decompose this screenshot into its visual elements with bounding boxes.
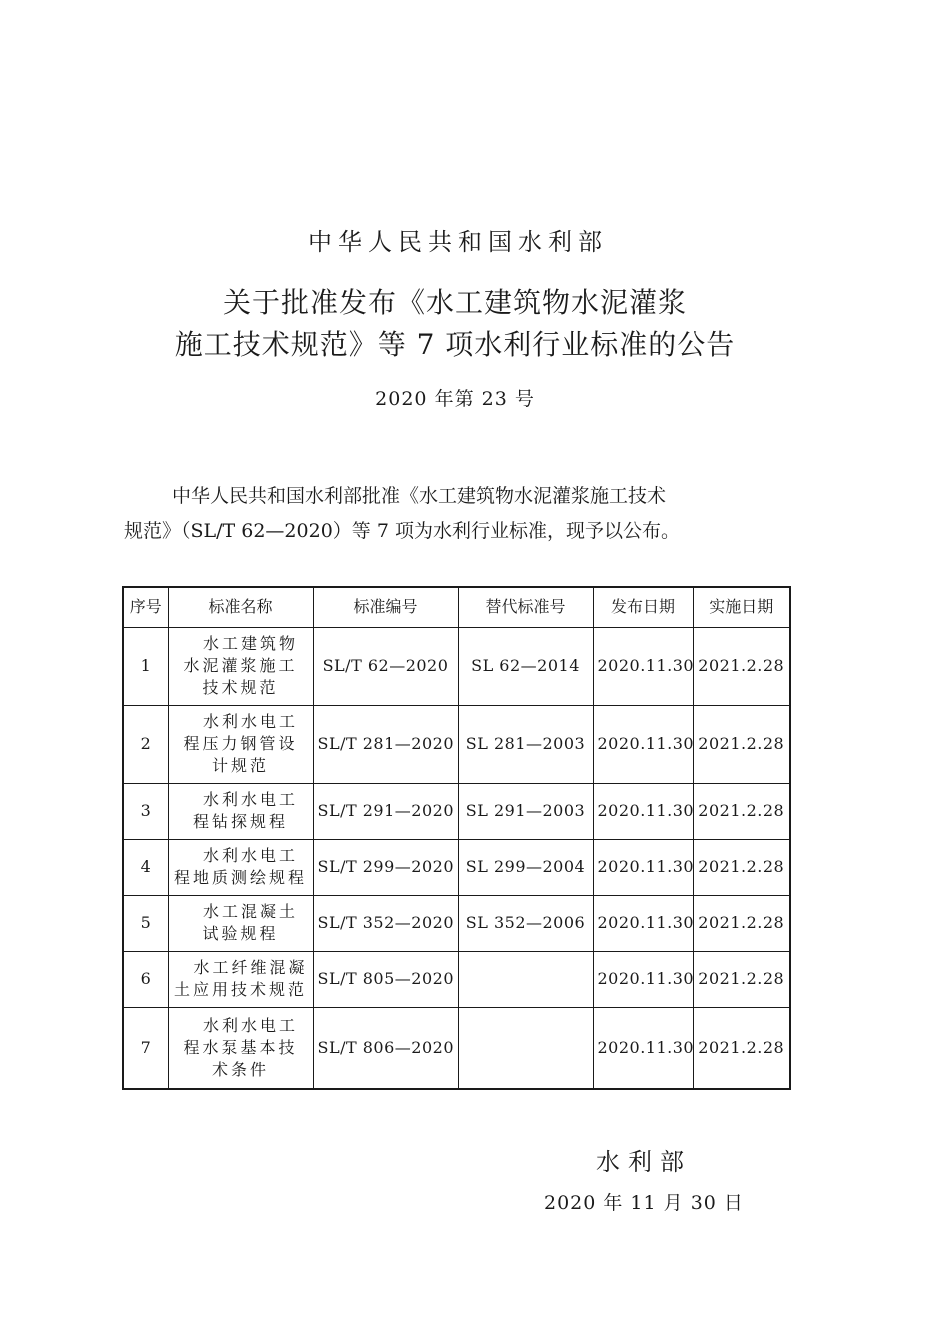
cell-effective: 2021.2.28	[693, 783, 790, 839]
cell-no: 4	[123, 839, 168, 895]
cell-name	[168, 705, 313, 783]
cell-name-line: 水工混凝土	[202, 902, 298, 921]
document-number: 2020 年第 23 号	[375, 388, 535, 410]
cell-effective: 2021.2.28	[693, 839, 790, 895]
cell-name	[168, 839, 313, 895]
cell-name-line: 水利水电工	[202, 790, 298, 809]
cell-issued: 2020.11.30	[593, 1007, 693, 1089]
cell-name-line: 水利水电工	[202, 1015, 298, 1035]
col-header-code: 标准编号	[313, 587, 458, 627]
cell-code: SL/T 281—2020	[313, 705, 458, 783]
cell-effective: 2021.2.28	[693, 895, 790, 951]
cell-name-line: 水工纤维混凝	[193, 958, 308, 977]
signature-org: 水利部	[596, 1148, 692, 1176]
cell-replaces: SL 352—2006	[458, 895, 593, 951]
cell-name	[168, 951, 313, 1007]
cell-no: 3	[123, 783, 168, 839]
cell-code: SL/T 806—2020	[313, 1007, 458, 1089]
cell-name-line: 程地质测绘规程	[173, 868, 307, 887]
cell-code: SL/T 291—2020	[313, 783, 458, 839]
table-row	[123, 1007, 790, 1089]
standards-table	[122, 586, 791, 1090]
table-row	[123, 951, 790, 1007]
cell-replaces: SL 299—2004	[458, 839, 593, 895]
cell-effective: 2021.2.28	[693, 951, 790, 1007]
table-row	[123, 705, 790, 783]
cell-no: 6	[123, 951, 168, 1007]
table-header-row	[123, 587, 790, 627]
table-row	[123, 627, 790, 705]
cell-issued: 2020.11.30	[593, 895, 693, 951]
cell-replaces: SL 281—2003	[458, 705, 593, 783]
cell-name-line: 程压力钢管设	[183, 734, 298, 753]
cell-no: 2	[123, 705, 168, 783]
cell-name-line: 程水泵基本技	[183, 1037, 298, 1057]
announcement-title-line2: 施工技术规范》等 7 项水利行业标准的公告	[174, 328, 736, 361]
cell-effective: 2021.2.28	[693, 705, 790, 783]
cell-issued: 2020.11.30	[593, 705, 693, 783]
signature-date: 2020 年 11 月 30 日	[544, 1192, 744, 1214]
cell-replaces: SL 291—2003	[458, 783, 593, 839]
table-row	[123, 783, 790, 839]
cell-replaces	[458, 1007, 593, 1089]
cell-replaces	[458, 951, 593, 1007]
cell-name	[168, 1007, 313, 1089]
cell-name-line: 术条件	[211, 1059, 269, 1079]
cell-issued: 2020.11.30	[593, 951, 693, 1007]
cell-code: SL/T 805—2020	[313, 951, 458, 1007]
cell-name-line: 水利水电工	[202, 712, 298, 731]
cell-name-line: 水利水电工	[202, 846, 298, 865]
cell-issued: 2020.11.30	[593, 627, 693, 705]
cell-name-line: 程钻探规程	[192, 812, 288, 831]
col-header-no: 序号	[123, 587, 168, 627]
col-header-effective: 实施日期	[693, 587, 790, 627]
cell-effective: 2021.2.28	[693, 627, 790, 705]
col-header-replaces: 替代标准号	[458, 587, 593, 627]
cell-no: 1	[123, 627, 168, 705]
cell-name-line: 水工建筑物	[202, 634, 298, 653]
cell-name	[168, 627, 313, 705]
col-header-issued: 发布日期	[593, 587, 693, 627]
col-header-name: 标准名称	[168, 587, 313, 627]
cell-code: SL/T 299—2020	[313, 839, 458, 895]
cell-replaces: SL 62—2014	[458, 627, 593, 705]
cell-issued: 2020.11.30	[593, 783, 693, 839]
cell-name-line: 水泥灌浆施工	[183, 656, 298, 675]
cell-code: SL/T 352—2020	[313, 895, 458, 951]
body-paragraph-line1: 中华人民共和国水利部批准《水工建筑物水泥灌浆施工技术	[172, 485, 667, 507]
cell-name	[168, 895, 313, 951]
cell-name-line: 试验规程	[202, 924, 279, 943]
announcement-title-line1: 关于批准发布《水工建筑物水泥灌浆	[222, 286, 687, 319]
body-paragraph-line2: 规范》（SL/T 62—2020）等 7 项为水利行业标准，现予以公布。	[124, 520, 680, 542]
cell-no: 5	[123, 895, 168, 951]
cell-effective: 2021.2.28	[693, 1007, 790, 1089]
cell-name-line: 技术规范	[202, 678, 279, 697]
table-row	[123, 839, 790, 895]
table-row	[123, 895, 790, 951]
cell-name-line: 计规范	[211, 756, 269, 775]
cell-name-line: 土应用技术规范	[173, 980, 307, 999]
ministry-name: 中华人民共和国水利部	[308, 228, 608, 256]
cell-code: SL/T 62—2020	[313, 627, 458, 705]
cell-name	[168, 783, 313, 839]
cell-issued: 2020.11.30	[593, 839, 693, 895]
cell-no: 7	[123, 1007, 168, 1089]
